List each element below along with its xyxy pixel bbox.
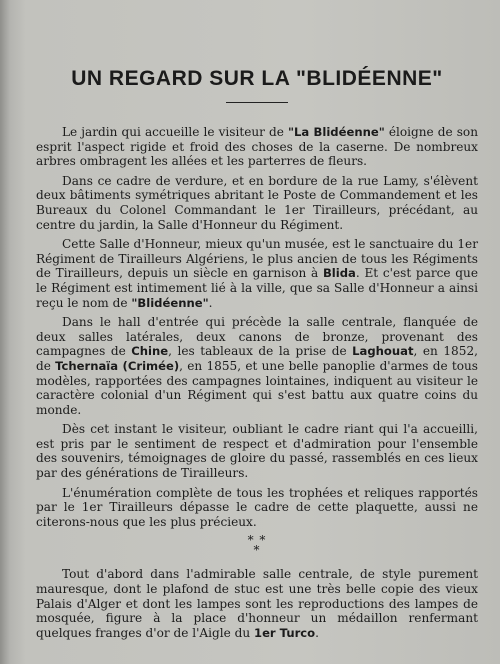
separator-line-1: * * [247, 533, 267, 548]
text-run: Cette Salle d'Honneur, mieux qu'un musée, est le sanctuaire du 1er Régiment de Tirailleurs Algériens, le plus ancien de tous les Régiments de Tirailleurs, depuis un siècle en garnison à [36, 237, 478, 281]
text-run: Le jardin qui accueille le visiteur de [62, 125, 288, 139]
bold-text: "Blidéenne" [131, 295, 209, 310]
text-run: . Et c'est parce que le Régiment est intimement lié à la ville, que sa Salle d'Honneur a ainsi reçu le nom de [36, 266, 478, 310]
text-run: Dans ce cadre de verdure, et en bordure de la rue Lamy, s'élèvent deux bâtiments symétriques abritant le Poste de Commandement et les Bureaux du Colonel Commandant le 1er Tirailleurs, précédant, au centre du jardin, la Salle d'Honneur du Régiment. [36, 173, 478, 232]
paragraph [36, 567, 478, 640]
text-run: Dans le hall d'entrée qui précède la salle centrale, flanquée de deux salles latérales, deux canons de bronze, provenant des campagnes de [36, 315, 478, 359]
body-text [36, 125, 478, 529]
paragraph [36, 174, 478, 232]
paragraph [36, 237, 478, 310]
section-separator [36, 533, 478, 558]
page-title: UN REGARD SUR LA "BLIDÉENNE" [71, 67, 443, 90]
bold-text: 1er Turco [254, 625, 316, 640]
text-run: , les tableaux de la prise de [168, 344, 353, 359]
text-run: , en 1855, et une belle panoplie d'armes de tous modèles, rapportées des campagnes lointaines, indiquent au visiteur le caractère colonial d'un Régiment qui s'est battu aux quatre coins du monde. [36, 358, 479, 417]
text-run: Tout d'abord dans l'admirable salle centrale, de style purement mauresque, dont le plafond de stuc est une très belle copie des vieux Palais d'Alger et dont les lampes sont les reproductions des lampes de mosquée, figure à la place d'honneur un médaillon renfermant quelques franges d'or de l'Aigle du [36, 567, 478, 640]
text-run: éloigne de son esprit l'aspect rigide et froid des choses de la caserne. De nombreux arbres ombragent les allées et les parterres de fleurs. [36, 125, 479, 169]
paragraph [36, 125, 478, 169]
title-underline [226, 102, 288, 103]
text-run: , en 1852, de [36, 344, 478, 373]
text-run: . [315, 625, 319, 640]
bold-text: Chine [131, 344, 169, 359]
bold-text: Laghouat [352, 344, 414, 359]
paragraph [36, 315, 478, 417]
separator-line-2: * [253, 543, 261, 558]
text-run: L'énumération complète de tous les trophées et reliques rapportés par le 1er Tirailleurs dépasse le cadre de cette plaquette, aussi ne citerons-nous que les plus précieux. [36, 485, 478, 529]
bold-text: "La Blidéenne" [288, 125, 385, 139]
bold-text: Blida [322, 266, 356, 281]
bold-text: Tchernaïa (Crimée) [55, 358, 180, 373]
text-run: Dès cet instant le visiteur, oubliant le cadre riant qui l'a accueilli, est pris par le sentiment de respect et d'admiration pour l'ensemble des souvenirs, témoignages de gloire du passé, rassemblés en ces lieux par des générations de Tirailleurs. [36, 422, 478, 481]
body-text-continued [36, 567, 478, 640]
paragraph [36, 422, 478, 480]
paragraph [36, 486, 478, 530]
text-run: . [208, 295, 213, 310]
